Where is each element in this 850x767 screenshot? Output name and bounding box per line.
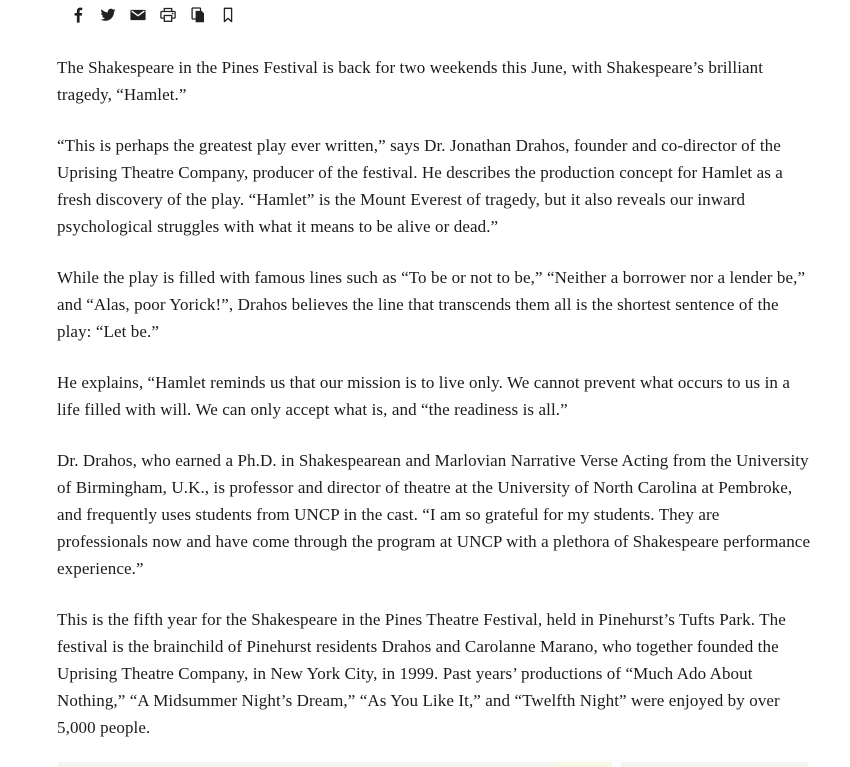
next-section-strip [621,762,808,767]
twitter-icon [100,7,116,23]
next-section-preview [58,762,808,767]
facebook-icon [70,7,86,23]
next-section-strip-gap [612,762,621,767]
article-body [57,54,812,741]
share-toolbar [0,0,850,26]
article-paragraph: “This is perhaps the greatest play ever written,” says Dr. Jonathan Drahos, founder and co-director of the Uprising Theatre Company, producer of the festival. He describes the production concept for Hamlet as a fresh discovery of the play. “Hamlet” is the Mount Everest of tragedy, but it also reveals our inward psychological struggles with what it means to be alive or dead.” [57,136,783,236]
bookmark-icon [220,7,236,23]
article-paragraph: He explains, “Hamlet reminds us that our mission is to live only. We cannot prevent what occurs to us in a life filled with will. We can only accept what is, and “the readiness is all.” [57,373,790,419]
article-paragraph: While the play is filled with famous lines such as “To be or not to be,” “Neither a borrower nor a lender be,” and “Alas, poor Yorick!”, Drahos believes the line that transcends them all is the shortest sentence of the play: “Let be.” [57,268,806,341]
next-section-strip [58,762,557,767]
share-email-button[interactable] [129,7,146,24]
article-paragraph: The Shakespeare in the Pines Festival is back for two weekends this June, with Shakespeare’s brilliant tragedy, “Hamlet.” [57,58,764,104]
copy-icon [190,7,206,23]
print-button[interactable] [159,7,176,24]
share-facebook-button[interactable] [69,7,86,24]
share-twitter-button[interactable] [99,7,116,24]
article-paragraph: Dr. Drahos, who earned a Ph.D. in Shakespearean and Marlovian Narrative Verse Acting from the University of Birmingham, U.K., is professor and director of theatre at the University of North Carolina at Pembroke, and frequently uses students from UNCP in the cast. “I am so grateful for my students. They are professionals now and have come through the program at UNCP with a plethora of Shakespeare performance experience.” [57,451,811,578]
article-paragraph: This is the fifth year for the Shakespeare in the Pines Theatre Festival, held in Pinehurst’s Tufts Park. The festival is the brainchild of Pinehurst residents Drahos and Carolanne Marano, who together founded the Uprising Theatre Company, in New York City, in 1999. Past years’ productions of “Much Ado About Nothing,” “A Midsummer Night’s Dream,” “As You Like It,” and “Twelfth Night” were enjoyed by over 5,000 people. [57,610,786,737]
email-icon [130,7,146,23]
bookmark-button[interactable] [219,7,236,24]
copy-button[interactable] [189,7,206,24]
print-icon [160,7,176,23]
next-section-strip-accent [557,762,612,767]
